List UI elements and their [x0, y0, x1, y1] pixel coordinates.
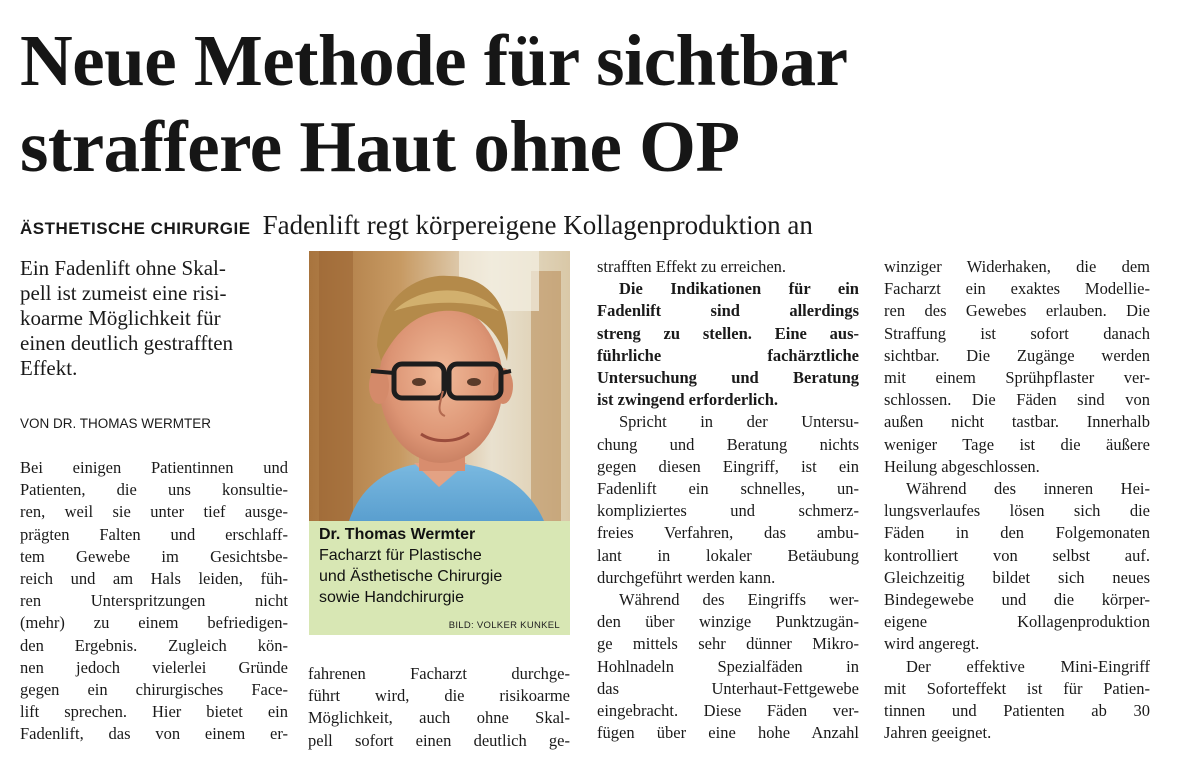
subhead: Fadenlift regt körpereigene Kollagenproduktion an — [262, 210, 813, 240]
kicker-row — [20, 210, 1170, 246]
text-line: wird angeregt. — [884, 634, 980, 654]
text-line: Untersuchung und Beratung — [597, 368, 859, 388]
headline — [20, 18, 1170, 190]
text-line: lungsverlaufes lösen sich die — [884, 501, 1150, 521]
portrait-image — [309, 251, 570, 521]
text-line: Möglichkeit, auch ohne Skal- — [308, 708, 570, 728]
text-line: Fadenlift ein schnelles, un- — [597, 479, 859, 499]
lead-paragraph — [20, 256, 282, 381]
text-line: Während des inneren Hei- — [906, 479, 1150, 499]
text-line: Während des Eingriffs wer- — [619, 590, 859, 610]
text-line: schlossen. Die Fäden sind von — [884, 390, 1150, 410]
text-line: Gleichzeitig bildet sich neues — [884, 567, 1150, 587]
caption-role-line: sowie Handchirurgie — [319, 589, 464, 606]
text-line: reich und am Hals leiden, füh- — [20, 569, 288, 589]
text-line: ren des Gewebes erlauben. Die — [884, 301, 1150, 321]
text-line: freies Verfahren, das ambu- — [597, 523, 859, 543]
lead-line: koarme Möglichkeit für — [20, 306, 221, 330]
text-line: außen nicht tastbar. Innerhalb — [884, 412, 1150, 432]
text-line: mit einem Sprühpflaster ver- — [884, 368, 1150, 388]
text-line: lant in lokaler Betäubung — [597, 545, 859, 565]
text-line: winziger Widerhaken, die dem — [884, 257, 1150, 276]
text-line: eingebracht. Diese Fäden ver- — [597, 701, 859, 721]
text-line: lift sprechen. Hier bietet ein — [20, 702, 288, 722]
text-line: den über winzige Punktzugän- — [597, 612, 859, 632]
text-line: gegen ein chirurgisches Face- — [20, 680, 288, 700]
text-line: streng zu stellen. Eine aus- — [597, 323, 859, 343]
article-column-1 — [20, 457, 288, 746]
text-line: strafften Effekt zu erreichen. — [597, 257, 787, 276]
text-line: ge mittels sehr dünner Mikro- — [597, 634, 859, 654]
lead-line: pell ist zumeist eine risi- — [20, 281, 227, 305]
text-line: führt wird, die risikoarme — [308, 686, 570, 706]
text-line: chung und Beratung nichts — [597, 434, 859, 454]
article-column-2 — [308, 663, 570, 752]
text-line: Straffung ist sofort danach — [884, 323, 1150, 343]
text-line: durchgeführt werden kann. — [597, 567, 776, 587]
text-line: gegen diesen Eingriff, ist ein — [597, 456, 859, 476]
caption-role-line: Facharzt für Plastische — [319, 547, 482, 564]
article-column-3 — [597, 256, 859, 744]
lead-line: Ein Fadenlift ohne Skal- — [20, 256, 226, 280]
text-line: Bei einigen Patientinnen und — [20, 458, 288, 477]
text-line: kontrolliert von selbst auf. — [884, 545, 1150, 565]
text-line: eigene Kollagenproduktion — [884, 612, 1150, 632]
text-line: mit Soforteffekt ist für Patien- — [884, 678, 1150, 698]
text-line: Fadenlift sind allerdings — [597, 301, 859, 321]
text-line: kompliziertes und schmerz- — [597, 501, 859, 521]
text-line: sichtbar. Die Zugänge werden — [884, 345, 1150, 365]
kicker: ÄSTHETISCHE CHIRURGIE — [20, 219, 251, 238]
byline: VON DR. THOMAS WERMTER — [20, 416, 212, 431]
headline-line-2: straffere Haut ohne OP — [20, 106, 740, 187]
lead-line: einen deutlich gestrafften — [20, 331, 234, 355]
text-line: prägten Falten und erschlaff- — [20, 524, 288, 544]
text-line: pell sofort einen deutlich ge- — [308, 730, 570, 750]
text-line: ist zwingend erforderlich. — [597, 390, 779, 410]
text-line: fahrenen Facharzt durchge- — [308, 664, 570, 683]
photo-credit: BILD: VOLKER KUNKEL — [448, 620, 560, 631]
photo-caption — [309, 521, 570, 635]
text-line: Die Indikationen für ein — [619, 279, 859, 299]
article-column-4 — [884, 256, 1150, 744]
text-line: das Unterhaut-Fettgewebe — [597, 678, 859, 698]
text-line: Fadenlift, das von einem er- — [20, 724, 288, 744]
lead-line: Effekt. — [20, 356, 78, 380]
text-line: ren Unterspritzungen nicht — [20, 591, 288, 611]
text-line: Fäden in den Folgemonaten — [884, 523, 1150, 543]
text-line: Spricht in der Untersu- — [619, 412, 859, 432]
author-photo — [309, 251, 570, 521]
caption-role-line: und Ästhetische Chirurgie — [319, 568, 503, 585]
text-line: nen jedoch vielerlei Gründe — [20, 657, 288, 677]
text-line: Facharzt ein exaktes Modellie- — [884, 279, 1150, 299]
caption-name: Dr. Thomas Wermter — [319, 526, 476, 543]
text-line: (mehr) zu einem befriedigen- — [20, 613, 288, 633]
text-line: tem Gewebe im Gesichtsbe- — [20, 546, 288, 566]
text-line: Heilung abgeschlossen. — [884, 456, 1040, 476]
headline-line-1: Neue Methode für sichtbar — [20, 20, 848, 101]
text-line: den Ergebnis. Zugleich kön- — [20, 635, 288, 655]
text-line: Jahren geeignet. — [884, 723, 992, 743]
text-line: weniger Tage ist die äußere — [884, 434, 1150, 454]
text-line: tinnen und Patienten ab 30 — [884, 701, 1150, 721]
text-line: Bindegewebe und die körper- — [884, 590, 1150, 610]
text-line: fügen über eine hohe Anzahl — [597, 723, 859, 743]
text-line: Patienten, die uns konsultie- — [20, 480, 288, 500]
text-line: führliche fachärztliche — [597, 345, 859, 365]
text-line: Der effektive Mini-Eingriff — [906, 656, 1150, 676]
text-line: Hohlnadeln Spezialfäden in — [597, 656, 859, 676]
text-line: ren, weil sie unter tief ausge- — [20, 502, 288, 522]
